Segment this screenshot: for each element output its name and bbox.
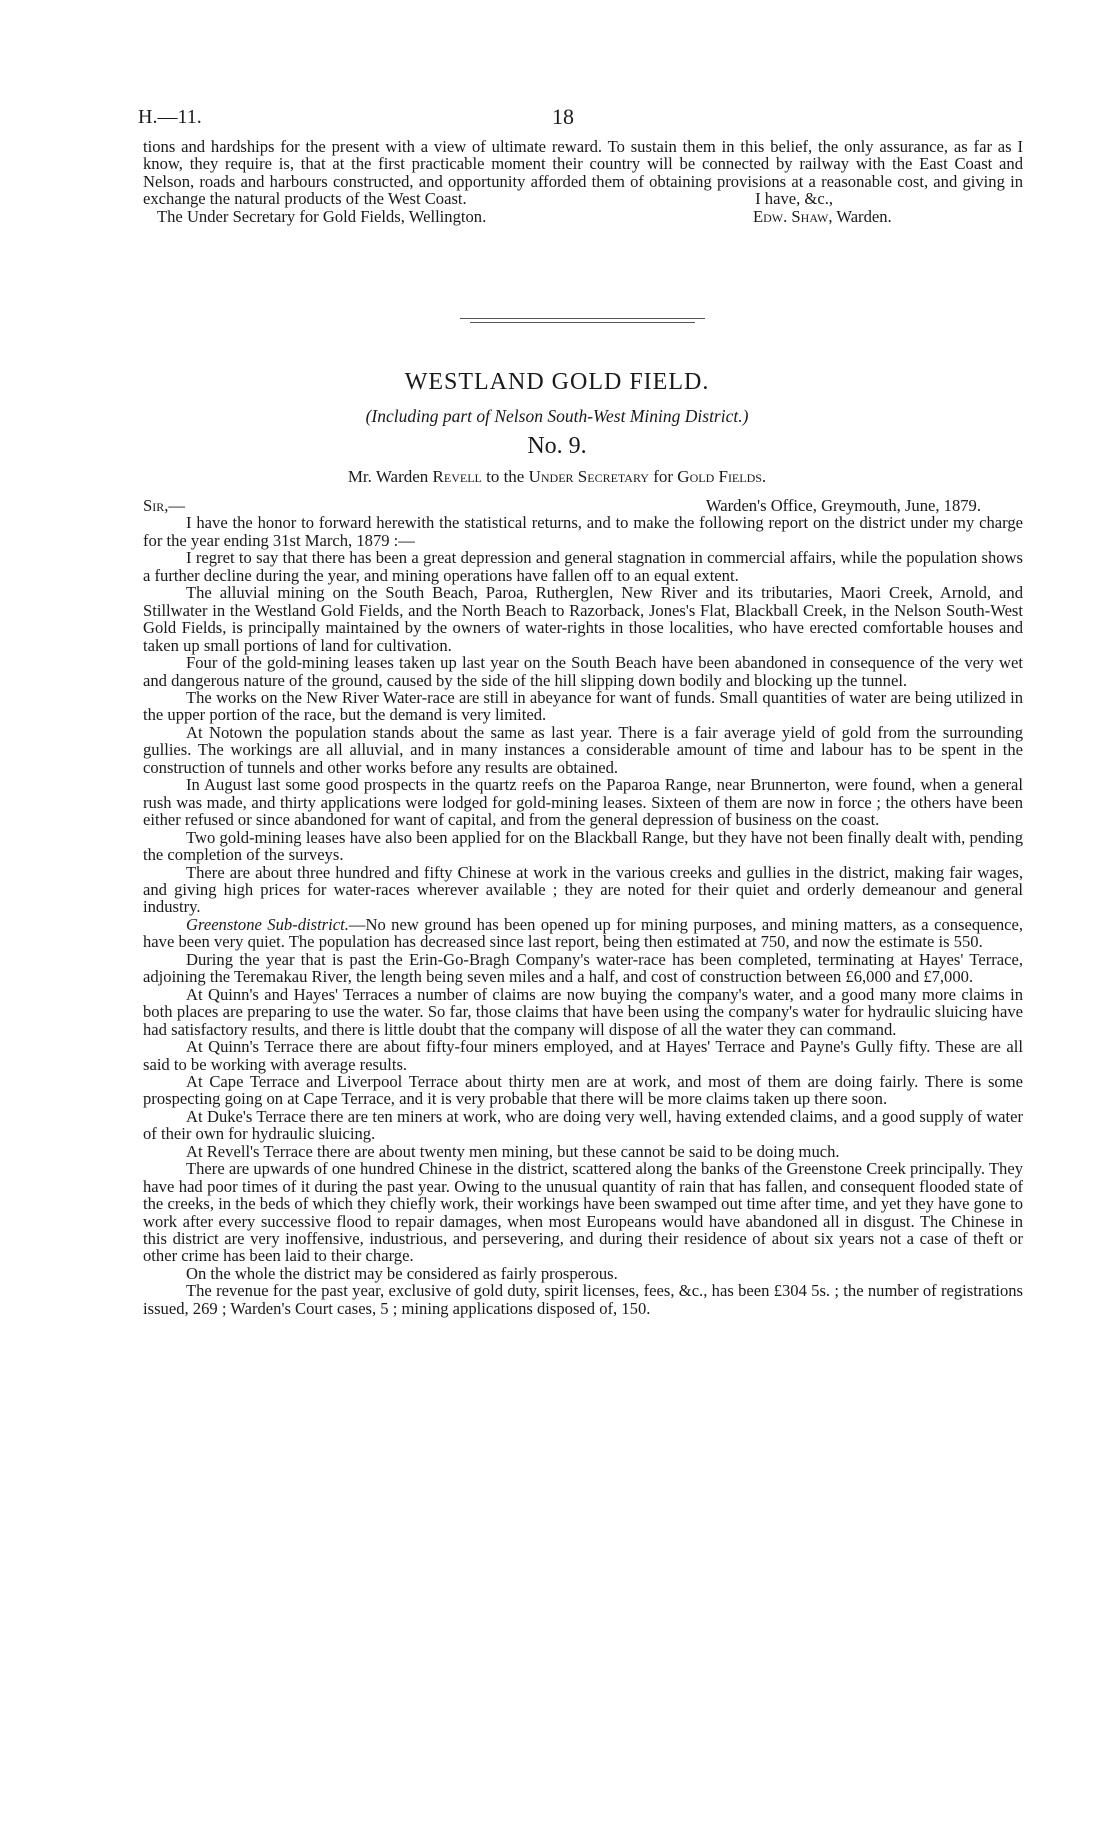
section-title: WESTLAND GOLD FIELD. — [404, 369, 710, 395]
letter-body — [143, 497, 1023, 1317]
office-date: Warden's Office, Greymouth, June, 1879. — [705, 496, 981, 515]
divider-rule — [460, 318, 705, 319]
paragraph: There are upwards of one hundred Chinese in the district, scattered along the banks of the Greenstone Creek principally. They have had poor times of it during the past year. Owing to the unusual quantity of rain that has fallen, and consequent flooded state of the creeks, in the beds of which they chiefly work, their workings have been swamped out time after time, and yet they have gone to work after every successive flood to repair damages, when most Europeans would have abandoned all in disgust. The Chinese in this district are very inoffensive, industrious, and persevering, and during their residence of about six years not a case of theft or other crime has been laid to their charge. — [143, 1159, 1023, 1266]
addressee: The Under Secretary for Gold Fields, Wellington. — [157, 206, 487, 226]
paragraph: At Notown the population stands about the same as last year. There is a fair average yield of gold from the surrounding gullies. The workings are all alluvial, and in many instances a considerable amount of time and labour has to be spent in the construction of tunnels and other works before any results are obtained. — [143, 722, 1023, 777]
paragraph: In August last some good prospects in the quartz reefs on the Paparoa Range, near Brunnerton, were found, when a general rush was made, and thirty applications were lodged for gold-mining leases. Sixteen of them are now in force ; the others have been either refused or since abandoned for want of capital, and from the general depression of business on the coast. — [143, 775, 1023, 830]
paragraph: On the whole the district may be considered as fairly prosperous. — [186, 1263, 618, 1283]
salutation: Sir,— — [143, 496, 185, 515]
heading-for: for — [648, 467, 678, 486]
section-number: No. 9. — [527, 433, 587, 459]
subheading: Greenstone Sub-district. — [186, 914, 349, 934]
paragraph: The alluvial mining on the South Beach, Paroa, Rutherglen, New River and its tributaries, Maori Creek, Arnold, and Stillwater in the Westland Gold Fields, and the North Beach to Razorback, Jones's Flat, Blackball Creek, in the Nelson South-West Gold Fields, is principally maintained by the owners of water-rights in those localities, who have erected comfortable houses and taken up small portions of land for cultivation. — [143, 583, 1023, 655]
paragraph: tions and hardships for the present with a view of ultimate reward. To sustain them in this belief, the only assurance, as far as I know, they require is, that at the first practicable moment their country will be connected by railway with the East Coast and Nelson, roads and harbours constructed, and opportunity afforded them of obtaining provisions at a reasonable cost, and giving in exchange the natural products of the West Coast. — [143, 137, 1023, 209]
heading-to: Under Secretary — [528, 467, 649, 486]
heading-mid: to the — [481, 467, 529, 486]
paragraph — [143, 916, 1023, 951]
signature-title: , Warden. — [828, 206, 892, 226]
previous-letter-end — [143, 138, 1023, 225]
heading-name: Revell — [432, 467, 482, 486]
paragraph: I regret to say that there has been a great depression and general stagnation in commercial affairs, while the population shows a further decline during the year, and mining operations have fallen off to an equal extent. — [143, 548, 1023, 585]
paragraph: At Duke's Terrace there are ten miners at work, who are doing very well, having extended claims, and a good supply of water of their own for hydraulic sluicing. — [143, 1106, 1023, 1144]
paragraph: The revenue for the past year, exclusive of gold duty, spirit licenses, fees, &c., has been £304 5s. ; the number of registrations issued, 269 ; Warden's Court cases, 5 ; mining applications disposed of, 150. — [143, 1281, 1023, 1318]
paragraph: The works on the New River Water-race are still in abeyance for want of funds. Small quantities of water are being utilized in the upper portion of the race, but the demand is very limited. — [143, 687, 1023, 725]
page-number: 18 — [552, 104, 574, 129]
paragraph: At Revell's Terrace there are about twenty men mining, but these cannot be said to be doing much. — [186, 1141, 840, 1161]
paragraph: There are about three hundred and fifty Chinese at work in the various creeks and gullies in the district, making fair wages, and giving high prices for water-races wherever available ; they are noted for their quiet and orderly demeanour and general industry. — [143, 862, 1023, 917]
paragraph: At Cape Terrace and Liverpool Terrace about thirty men are at work, and most of them are doing fairly. There is some prospecting going on at Cape Terrace, and it is very probable that there will be more claims taken up there soon. — [143, 1071, 1023, 1109]
paragraph: At Quinn's Terrace there are about fifty-four miners employed, and at Hayes' Terrace and Payne's Gully fifty. These are all said to be working with average results. — [143, 1037, 1023, 1074]
paragraph: Four of the gold-mining leases taken up last year on the South Beach have been abandoned in consequence of the very wet and dangerous nature of the ground, caused by the side of the hill slipping down bodily and blocking up the tunnel. — [143, 653, 1023, 690]
heading-dept: Gold Fields. — [677, 467, 767, 486]
paragraph: Two gold-mining leases have also been applied for on the Blackball Range, but they have not been finally dealt with, pending the completion of the surveys. — [143, 827, 1023, 865]
paragraph-text: —No new ground has been opened up for mining purposes, and mining matters, as a consequence, have been very quiet. The population has decreased since last report, being then estimated at 750, and now the estimate is 550. — [143, 914, 1023, 952]
signature — [753, 208, 892, 225]
section-subtitle: (Including part of Nelson South-West Mining District.) — [365, 406, 749, 426]
paragraph: At Quinn's and Hayes' Terraces a number of claims are now buying the company's water, and a good many more claims in both places are preparing to use the water. So far, those claims that have been using the company's water for hydraulic sluicing have had satisfactory results, and there is little doubt that the company will dispose of all the water they can command. — [143, 984, 1023, 1039]
closing: I have, &c., — [755, 189, 833, 209]
signature-name: Edw. Shaw — [753, 206, 829, 226]
document-reference: H.—11. — [138, 106, 202, 128]
letter-heading — [0, 467, 1114, 487]
heading-prefix: Mr. Warden — [347, 467, 433, 486]
divider-rule — [470, 322, 695, 323]
paragraph: I have the honor to forward herewith the statistical returns, and to make the following report on the district under my charge for the year ending 31st March, 1879 :— — [143, 513, 1023, 550]
paragraph: During the year that is past the Erin-Go-Bragh Company's water-race has been completed, terminating at Hayes' Terrace, adjoining the Teremakau River, the length being seven miles and a half, and cost of construction between £6,000 and £7,000. — [143, 949, 1023, 987]
